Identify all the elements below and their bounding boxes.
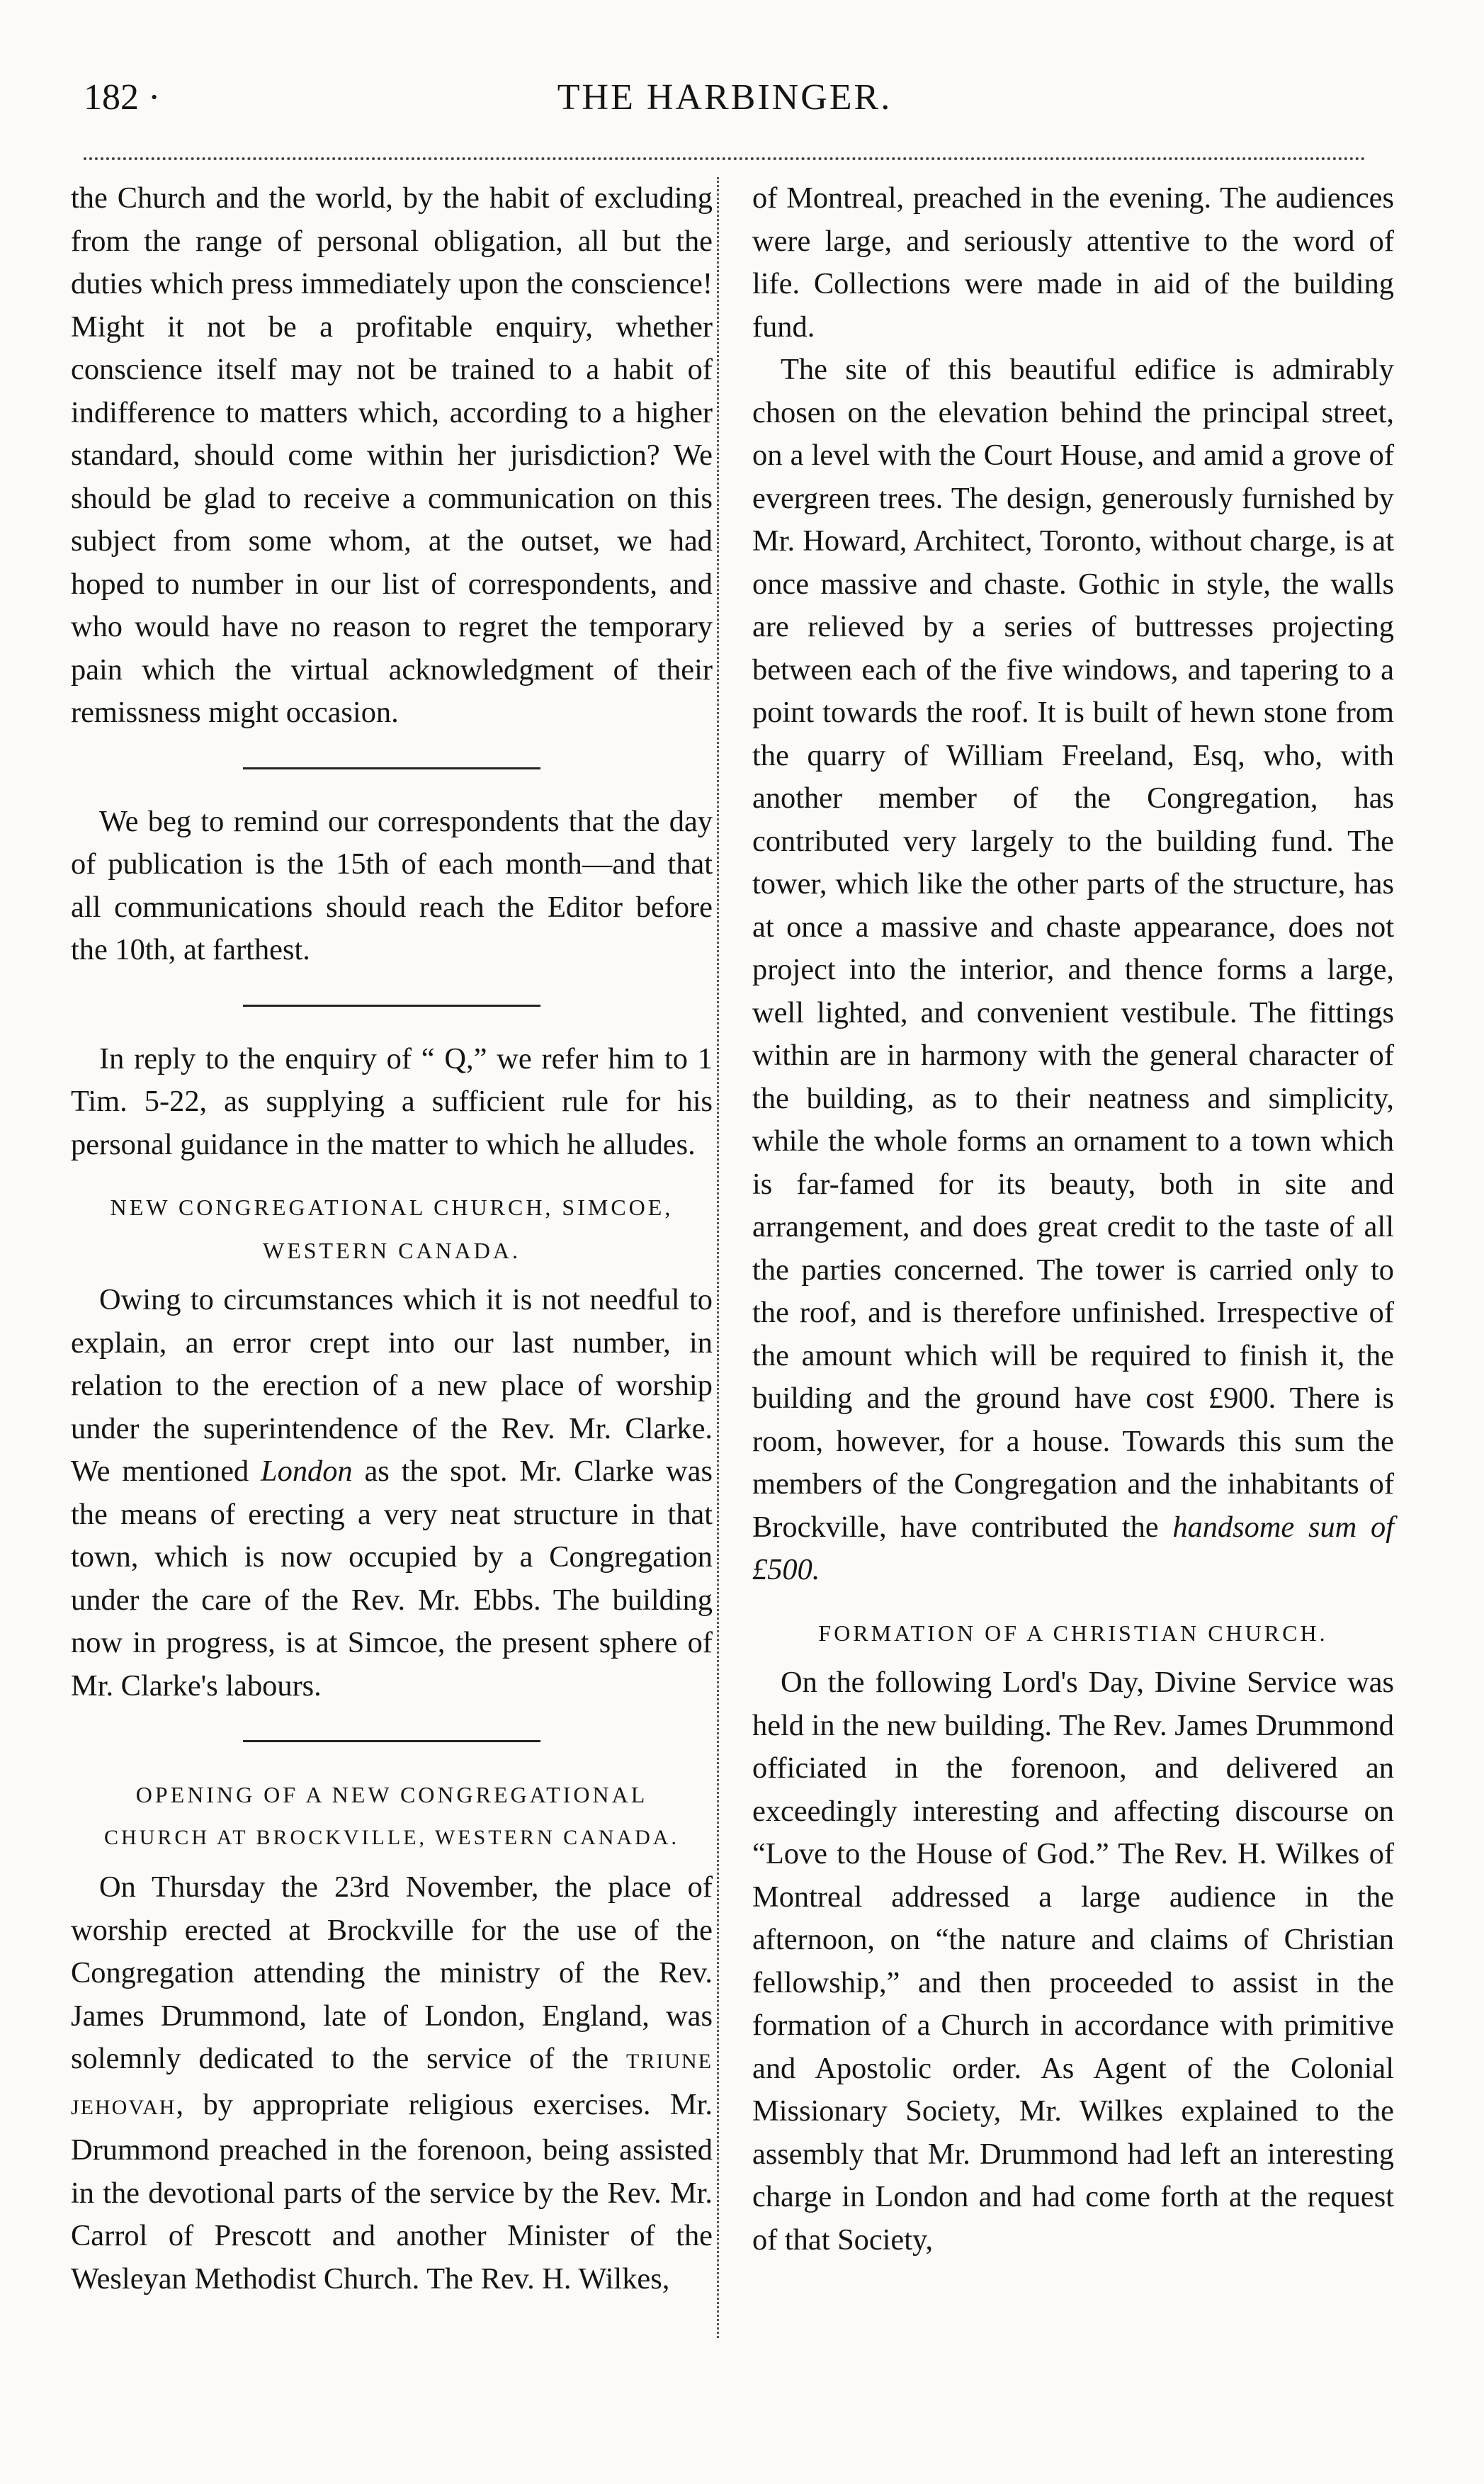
left-paragraph-brockville — [71, 1866, 713, 2300]
right-column — [752, 177, 1394, 2262]
section-heading-simcoe — [71, 1186, 713, 1272]
right-paragraph-site — [752, 349, 1394, 1592]
right-paragraph-formation: On the following Lord's Day, Divine Service was held in the new building. The Rev. James Drummond officiated in the forenoon, and delivered an exceedingly interesting and affecting discourse on “Love to the House of God.” The Rev. H. Wilkes of Montreal addressed a large audience in the afternoon, on “the nature and claims of Christian fellowship,” and then proceeded to assist in the formation of a Church in accordance with primitive and Apostolic order. As Agent of the Colonial Missionary Society, Mr. Wilkes explained to the assembly that Mr. Drummond had left an interesting charge in London and had come forth at the request of that Society, — [752, 1666, 1394, 2257]
right-paragraph-1: of Montreal, preached in the evening. The audiences were large, and seriously attentive to the word of life. Collections were made in aid of the building fund. — [752, 181, 1394, 344]
section-divider — [243, 767, 540, 769]
left-paragraph-simcoe — [71, 1279, 713, 1707]
section-heading-formation — [752, 1612, 1394, 1655]
text-run: The site of this beautiful edifice is admirably chosen on the elevation behind the principal street, on a level with the Court House, and amid a grove of evergreen trees. The design, generously furnished by Mr. Howard, Architect, Toronto, without charge, is at once massive and chaste. Gothic in style, the walls are relieved by a series of buttresses projecting between each of the five windows, and tapering to a point towards the roof. It is built of hewn stone from the quarry of William Freeland, Esq, who, with another member of the Congregation, has contributed very largely to the building fund. The tower, which like the other parts of the structure, has at once a massive and chaste appearance, does not project into the interior, and thence forms a large, well lighted, and convenient vestibule. The fittings within are in harmony with the general character of the building, as to their neatness and simplicity, while the whole forms an ornament to a town which is far-famed for its beauty, both in site and arrangement, and does great credit to the taste of all the parties concerned. The tower is carried only to the roof, and is therefore unfinished. Irrespective of the amount which will be required to finish it, the building and the ground have cost £900. There is room, however, for a house. Towards this sum the members of the Congregation and the inhabitants of Brockville, have contributed the — [752, 353, 1394, 1544]
section-divider — [243, 1740, 540, 1742]
heading-line: FORMATION OF A CHRISTIAN CHURCH. — [818, 1620, 1328, 1646]
section-heading-brockville — [71, 1773, 713, 1859]
italic-text: London — [261, 1455, 353, 1488]
header-rule — [84, 157, 1366, 160]
text-run: , by appropriate religious exercises. Mr. Drummond preached in the forenoon, being assisted in the devotional parts of the service by the Rev. Mr. Carrol of Prescott and another Minister of the Wesleyan Methodist Church. The Rev. H. Wilkes, — [71, 2087, 713, 2296]
running-title: THE HARBINGER. — [557, 77, 893, 118]
small-caps-text: TRIUNE JEHOVAH — [71, 2050, 713, 2119]
text-run: On Thursday the 23rd November, the place of worship erected at Brockville for the use of the Congregation attending the ministry of the Rev. James Drummond, late of London, England, was solemnly dedicated to the service of the — [71, 1870, 713, 2075]
page-number: 182 · — [84, 77, 161, 118]
heading-line: WESTERN CANADA. — [263, 1237, 521, 1263]
italic-text: handsome sum of £500. — [752, 1510, 1394, 1586]
left-paragraph-reply: In reply to the enquiry of “ Q,” we refer him to 1 Tim. 5-22, as supplying a sufficient rule for his personal guidance in the matter to which he alludes. — [71, 1041, 713, 1161]
heading-line: CHURCH AT BROCKVILLE, WESTERN CANADA. — [104, 1825, 679, 1849]
heading-line: OPENING OF A NEW CONGREGATIONAL — [135, 1782, 648, 1807]
page-header — [84, 77, 1366, 133]
text-run: as the spot. Mr. Clarke was the means of erecting a very neat structure in that town, which is now occupied by a Congregation under the care of the Rev. Mr. Ebbs. The building now in progress, is at Simcoe, the present sphere of Mr. Clarke's labours. — [71, 1455, 713, 1703]
left-paragraph-1: the Church and the world, by the habit of excluding from the range of personal obligation, all but the duties which press immediately upon the conscience! Might it not be a profitable enquiry, whether conscience itself may not be trained to a habit of indifference to matters which, according to a higher standard, should come within her jurisdiction? We should be glad to receive a communication on this subject from some whom, at the outset, we had hoped to number in our list of correspondents, and who would have no reason to regret the temporary pain which the virtual acknowledgment of their remissness might occasion. — [71, 181, 713, 729]
heading-line: NEW CONGREGATIONAL CHURCH, SIMCOE, — [110, 1195, 674, 1220]
left-column — [71, 177, 713, 2300]
left-paragraph-notice: We beg to remind our correspondents that the day of publication is the 15th of each month—and that all communications should reach the Editor before the 10th, at farthest. — [71, 804, 713, 966]
text-run: Owing to circumstances which it is not needful to explain, an error crept into our last number, in relation to the erection of a new place of worship under the superintendence of the Rev. Mr. Clarke. We mentioned — [71, 1283, 713, 1488]
column-divider — [717, 177, 719, 2338]
section-divider — [243, 1005, 540, 1007]
